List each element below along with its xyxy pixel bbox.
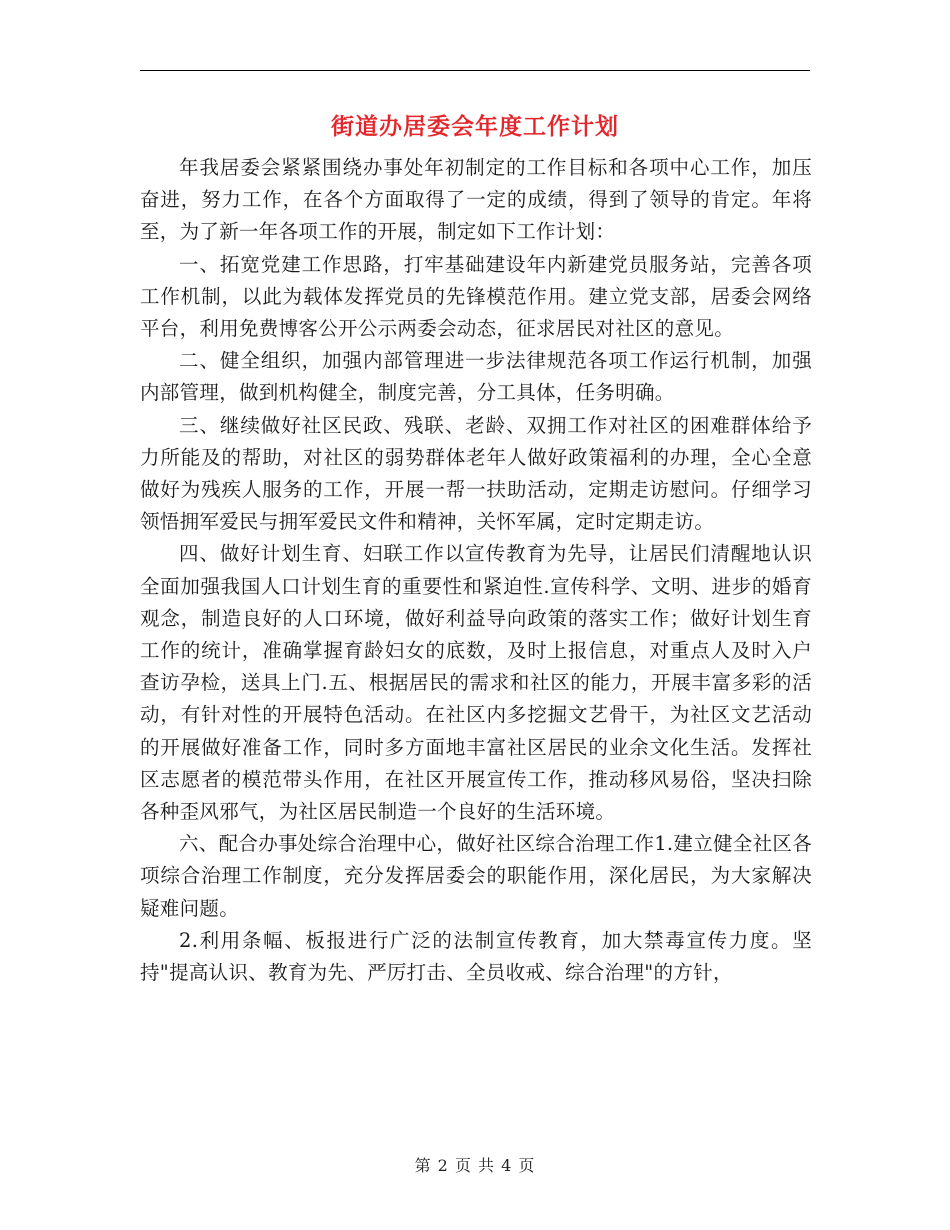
header-rule xyxy=(140,70,810,71)
page-number: 第 2 页 共 4 页 xyxy=(414,1156,536,1175)
paragraph-legal-publicity: 2.利用条幅、板报进行广泛的法制宣传教育，加大禁毒宣传力度。坚持"提高认识、教育为先、严厉打击、全员收戒、综合治理"的方针， xyxy=(140,928,812,985)
paragraph-family-planning: 四、做好计划生育、妇联工作以宣传教育为先导，让居民们清醒地认识全面加强我国人口计划生育的重要性和紧迫性.宣传科学、文明、进步的婚育观念，制造良好的人口环境，做好利益导向政策的落实工作；做好计划生育工作的统计，准确掌握育龄妇女的底数，及时上报信息，对重点人及时入户查访孕检，送具上门.五、根据居民的需求和社区的能力，开展丰富多彩的活动，有针对性的开展特色活动。在社区内多挖掘文艺骨干，为社区文艺活动的开展做好准备工作，同时多方面地丰富社区居民的业余文化生活。发挥社区志愿者的模范带头作用，在社区开展宣传工作，推动移风易俗，坚决扫除各种歪风邪气，为社区居民制造一个良好的生活环境。 xyxy=(140,542,812,824)
paragraph-intro: 年我居委会紧紧围绕办事处年初制定的工作目标和各项中心工作，加压奋进，努力工作，在各个方面取得了一定的成绩，得到了领导的肯定。年将至，为了新一年各项工作的开展，制定如下工作计划： xyxy=(140,156,812,244)
paragraph-party-building: 一、拓宽党建工作思路，打牢基础建设年内新建党员服务站，完善各项工作机制，以此为载体发挥党员的先锋模范作用。建立党支部，居委会网络平台，利用免费博客公开公示两委会动态，征求居民对社区的意见。 xyxy=(140,252,812,341)
paragraph-organization: 二、健全组织，加强内部管理进一步法律规范各项工作运行机制，加强内部管理，做到机构健全，制度完善，分工具体，任务明确。 xyxy=(140,349,812,405)
document-body xyxy=(140,152,812,989)
paragraph-civil-affairs: 三、继续做好社区民政、残联、老龄、双拥工作对社区的困难群体给予力所能及的帮助，对社区的弱势群体老年人做好政策福利的办理，全心全意做好为残疾人服务的工作，开展一帮一扶助活动，定期走访慰问。仔细学习领悟拥军爱民与拥军爱民文件和精神，关怀军属，定时定期走访。 xyxy=(140,413,812,534)
paragraph-comprehensive-governance: 六、配合办事处综合治理中心，做好社区综合治理工作1.建立健全社区各项综合治理工作制度，充分发挥居委会的职能作用，深化居民，为大家解决疑难问题。 xyxy=(140,832,813,920)
document-title: 街道办居委会年度工作计划 xyxy=(331,114,619,140)
